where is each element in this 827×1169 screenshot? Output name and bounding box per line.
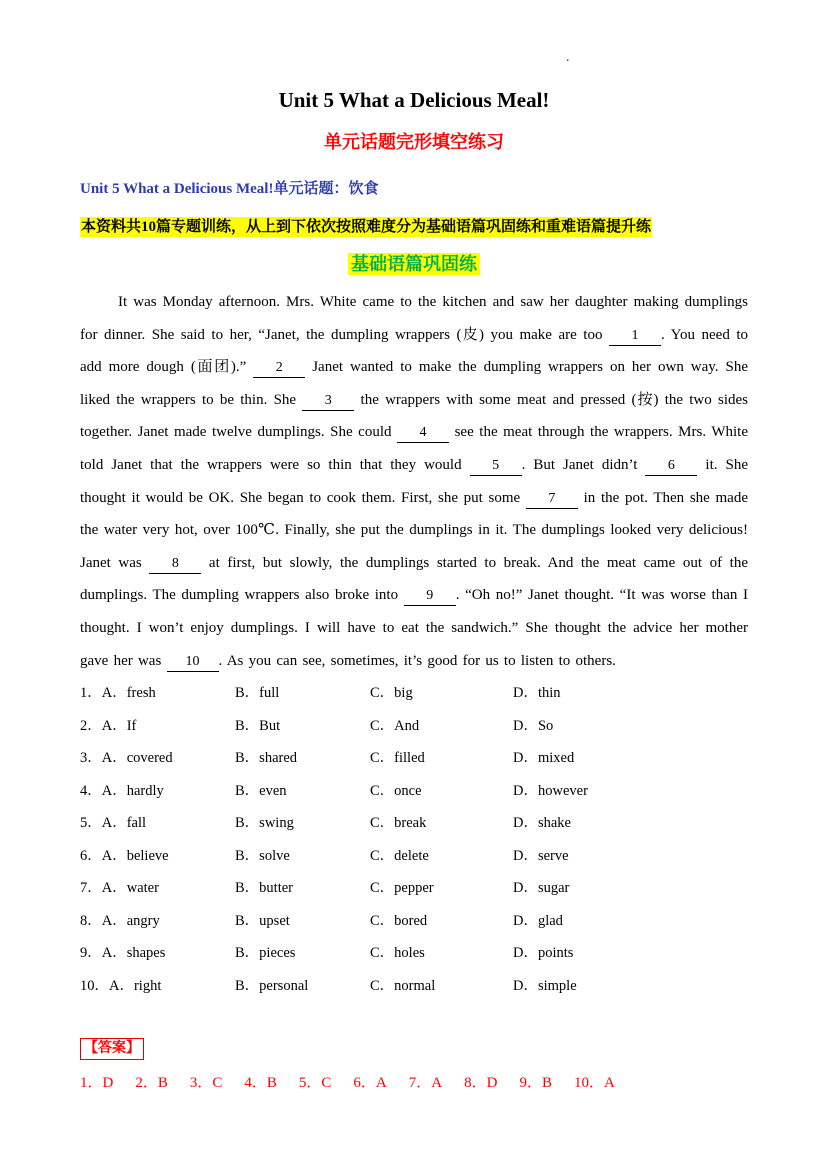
option-cell: 4．A．hardly — [80, 782, 164, 799]
option-cell: 9．A．shapes — [80, 945, 166, 962]
answer-item: 6．A — [353, 1075, 387, 1092]
cloze-blank-6: 6 — [645, 456, 697, 476]
option-cell: B．shared — [235, 750, 298, 767]
answer-item: 10．A — [573, 1075, 615, 1092]
option-cell: C．filled — [370, 750, 425, 767]
corner-mark: . — [566, 50, 570, 65]
option-cell: B．But — [235, 717, 281, 734]
doc-subtitle: 单元话题完形填空练习 — [324, 132, 504, 152]
options-list — [80, 677, 748, 1002]
option-cell: B．solve — [235, 847, 290, 864]
answer-item: 8．D — [464, 1075, 498, 1092]
option-cell: D．mixed — [513, 750, 575, 767]
cloze-blank-8: 8 — [149, 554, 201, 574]
option-cell: D．shake — [513, 815, 571, 832]
cloze-blank-10: 10 — [167, 652, 219, 672]
answer-item: 3．C — [189, 1075, 223, 1092]
option-cell: D．So — [513, 717, 554, 734]
option-cell: B．pieces — [235, 945, 296, 962]
cloze-blank-1: 1 — [609, 326, 661, 346]
answer-item: 9．B — [519, 1075, 552, 1092]
cloze-blank-4: 4 — [397, 423, 449, 443]
option-cell: D．serve — [513, 847, 569, 864]
option-cell: B．upset — [235, 912, 290, 929]
option-cell: 1．A．fresh — [80, 685, 156, 702]
cloze-blank-7: 7 — [526, 489, 578, 509]
answers-label-box: 【答案】 — [80, 1038, 144, 1060]
option-cell: D．points — [513, 945, 574, 962]
option-cell: B．personal — [235, 977, 309, 994]
answer-item: 5．C — [298, 1075, 332, 1092]
answer-item: 7．A — [408, 1075, 443, 1092]
option-cell: C．holes — [370, 945, 425, 962]
cloze-blank-9: 9 — [404, 586, 456, 606]
option-cell: D．sugar — [513, 880, 570, 897]
option-cell: C．bored — [370, 912, 428, 929]
option-cell: B．butter — [235, 880, 293, 897]
unit-topic-heading: Unit 5 What a Delicious Meal!单元话题：饮食 — [80, 181, 379, 197]
answer-item: 4．B — [244, 1075, 277, 1092]
option-cell: C．once — [370, 782, 422, 799]
option-cell: 8．A．angry — [80, 912, 160, 929]
option-cell: C．pepper — [370, 880, 434, 897]
cloze-passage: It was Monday afternoon. Mrs. White came to the kitchen and saw her daughter making dumplings for dinner. She said to her, “Janet, the dumpling wrappers (皮) you make are too 1 . You need to add more dough (面团).” 2 Janet wanted to make the dumpling wrappers on her own way. She liked the wrappers to be thin. She 3 the wrappers with some meat and pressed (按) the two sides together. Janet made twelve dumplings. She could 4 see the meat through the wrappers. Mrs. White told Janet that the wrappers were so thin that they would 5 . But Janet didn’t 6 it. She thought it would be OK. She began to cook them. First, she put some 7 in the pot. Then she made the water very hot, over 100℃. Finally, she put the dumplings in it. The dumplings looked very delicious! Janet was 8 at first, but slowly, the dumplings started to break. And the meat came out of the dumplings. The dumpling wrappers also broke into 9 . “Oh no!” Janet thought. “It was worse than I thought. I won’t enjoy dumplings. I will have to eat the sandwich.” She thought the advice her mother gave her was 10 . As you can see, sometimes, it’s good for us to listen to others. — [80, 286, 748, 677]
answers-line — [80, 1073, 748, 1093]
option-cell: 2．A．If — [80, 717, 137, 734]
option-cell: 5．A．fall — [80, 815, 147, 832]
notice-line — [80, 217, 748, 238]
option-cell: D．simple — [513, 977, 577, 994]
option-cell: C．big — [370, 685, 413, 702]
option-cell: 10．A．right — [80, 977, 162, 994]
answer-item: 1．D — [80, 1075, 114, 1092]
option-cell: D．thin — [513, 685, 561, 702]
cloze-blank-5: 5 — [470, 456, 522, 476]
option-cell: B．full — [235, 685, 280, 702]
cloze-blank-2: 2 — [253, 358, 305, 378]
option-cell: C．delete — [370, 847, 429, 864]
option-cell: C．break — [370, 815, 427, 832]
cloze-blank-3: 3 — [302, 391, 354, 411]
option-cell: C．normal — [370, 977, 436, 994]
option-cell: B．even — [235, 782, 287, 799]
option-cell: B．swing — [235, 815, 294, 832]
option-cell: 6．A．believe — [80, 847, 169, 864]
option-cell: D．however — [513, 782, 588, 799]
section-title-text: 基础语篇巩固练 — [348, 253, 480, 275]
answer-item: 2．B — [135, 1075, 168, 1092]
answers-label — [80, 1038, 748, 1060]
notice-highlight: 本资料共10篇专题训练，从上到下依次按照难度分为基础语篇巩固练和重难语篇提升练 — [81, 219, 652, 235]
option-cell: C．And — [370, 717, 420, 734]
section-title — [80, 253, 748, 276]
option-cell: D．glad — [513, 912, 563, 929]
option-cell: 7．A．water — [80, 880, 159, 897]
option-cell: 3．A．covered — [80, 750, 173, 767]
doc-title: Unit 5 What a Delicious Meal! — [278, 88, 550, 112]
